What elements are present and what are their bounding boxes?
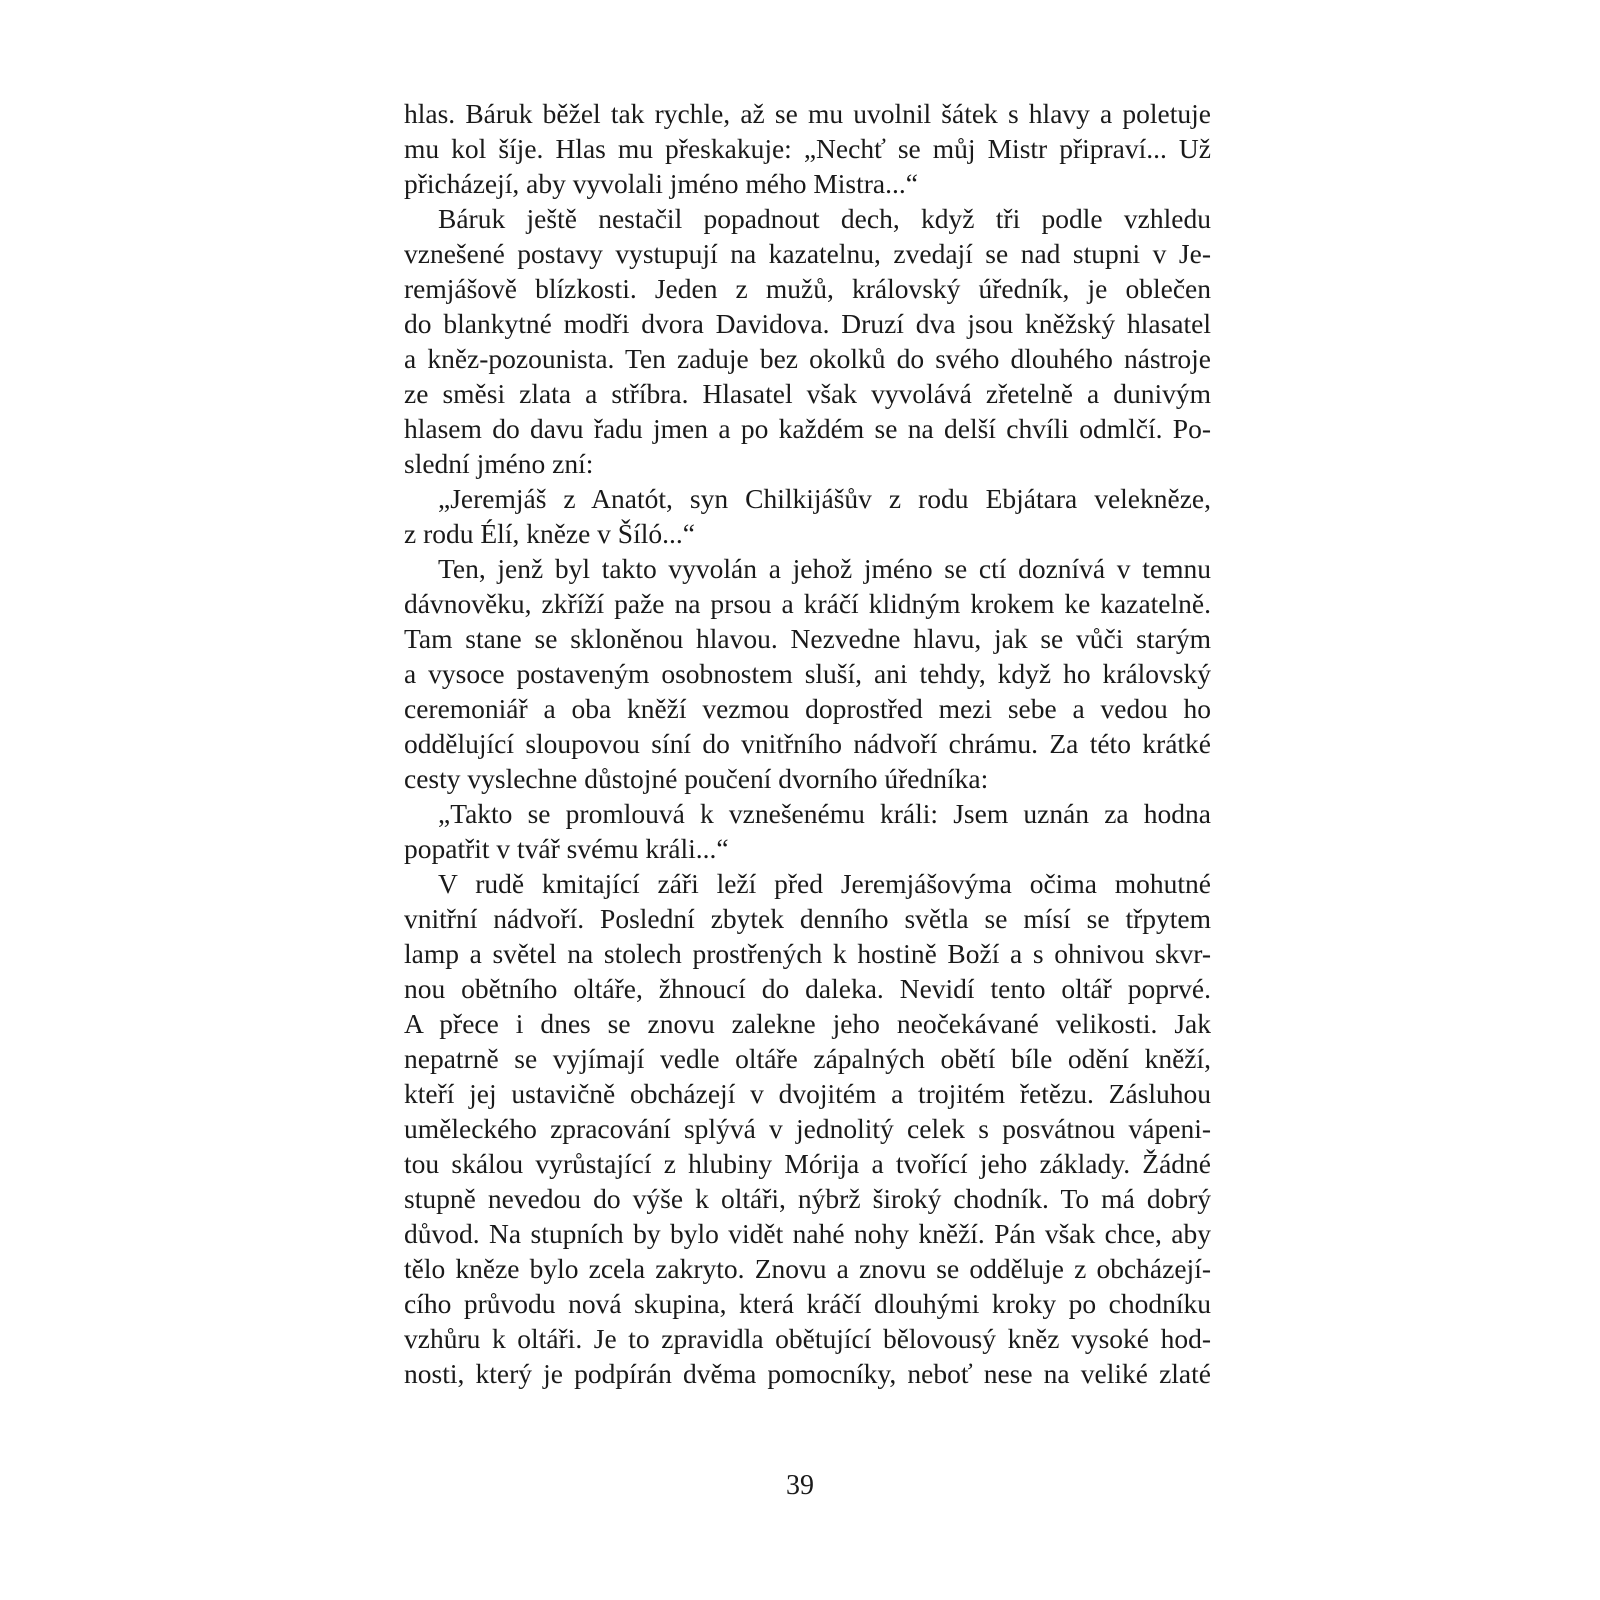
text-line: oddělující sloupovou síní do vnitřního nádvoří chrámu. Za této krátké <box>404 728 1211 759</box>
text-line: uměleckého zpracování splývá v jednolitý celek s posvátnou vápeni- <box>404 1113 1211 1144</box>
text-line: nou obětního oltáře, žhnoucí do daleka. Nevidí tento oltář poprvé. <box>404 973 1211 1004</box>
text-line: cesty vyslechne důstojné poučení dvorního úředníka: <box>404 763 989 794</box>
text-line: V rudě kmitající záři leží před Jeremjášovýma očima mohutné <box>438 868 1211 899</box>
text-line: cího průvodu nová skupina, která kráčí dlouhými kroky po chodníku <box>404 1288 1211 1319</box>
text-line: stupně nevedou do výše k oltáři, nýbrž široký chodník. To má dobrý <box>404 1183 1211 1214</box>
text-line: „Jeremjáš z Anatót, syn Chilkijášův z rodu Ebjátara velekněze, <box>438 483 1211 514</box>
text-line: přicházejí, aby vyvolali jméno mého Mistra...“ <box>404 168 918 199</box>
page-number: 39 <box>786 1470 814 1501</box>
text-line: hlasem do davu řadu jmen a po každém se na delší chvíli odmlčí. Po- <box>404 413 1211 444</box>
text-line: vnitřní nádvoří. Poslední zbytek denního světla se mísí se třpytem <box>404 903 1211 934</box>
text-line: „Takto se promlouvá k vznešenému králi: Jsem uznán za hodna <box>438 798 1211 829</box>
text-line: tou skálou vyrůstající z hlubiny Mórija a tvořící jeho základy. Žádné <box>404 1148 1211 1179</box>
text-line: remjášově blízkosti. Jeden z mužů, královský úředník, je oblečen <box>404 273 1211 304</box>
text-line: do blankytné modři dvora Davidova. Druzí dva jsou kněžský hlasatel <box>404 308 1211 339</box>
text-line: Ten, jenž byl takto vyvolán a jehož jméno se ctí doznívá v temnu <box>438 553 1211 584</box>
text-line: dávnověku, zkříží paže na prsou a kráčí klidným krokem ke kazatelně. <box>404 588 1211 619</box>
text-line: a vysoce postaveným osobnostem sluší, ani tehdy, když ho královský <box>404 658 1211 689</box>
text-line: nepatrně se vyjímají vedle oltáře zápalných obětí bíle odění kněží, <box>404 1043 1211 1074</box>
body-text <box>404 96 1211 1391</box>
text-line: kteří jej ustavičně obcházejí v dvojitém a trojitém řetězu. Zásluhou <box>404 1078 1211 1109</box>
text-line: důvod. Na stupních by bylo vidět nahé nohy kněží. Pán však chce, aby <box>404 1218 1211 1249</box>
text-line: A přece i dnes se znovu zalekne jeho neočekávané velikosti. Jak <box>404 1008 1211 1039</box>
text-line: hlas. Báruk běžel tak rychle, až se mu uvolnil šátek s hlavy a poletuje <box>404 98 1211 129</box>
text-line: popatřit v tvář svému králi...“ <box>404 833 729 864</box>
text-line: Tam stane se skloněnou hlavou. Nezvedne hlavu, jak se vůči starým <box>404 623 1211 654</box>
text-line: ceremoniář a oba kněží vezmou doprostřed mezi sebe a vedou ho <box>404 693 1211 724</box>
text-line: tělo kněze bylo zcela zakryto. Znovu a znovu se odděluje z obcházejí- <box>404 1253 1211 1284</box>
text-line: mu kol šíje. Hlas mu přeskakuje: „Nechť se můj Mistr připraví... Už <box>404 133 1211 164</box>
text-line: nosti, který je podpírán dvěma pomocníky, neboť nese na veliké zlaté <box>404 1358 1211 1389</box>
text-line: lamp a světel na stolech prostřených k hostině Boží a s ohnivou skvr- <box>404 938 1211 969</box>
text-line: vznešené postavy vystupují na kazatelnu, zvedají se nad stupni v Je- <box>404 238 1211 269</box>
text-line: slední jméno zní: <box>404 448 594 479</box>
text-line: ze směsi zlata a stříbra. Hlasatel však vyvolává zřetelně a dunivým <box>404 378 1211 409</box>
text-line: z rodu Élí, kněze v Šíló...“ <box>404 518 695 549</box>
text-line: a kněz-pozounista. Ten zaduje bez okolků do svého dlouhého nástroje <box>404 343 1211 374</box>
text-line: Báruk ještě nestačil popadnout dech, když tři podle vzhledu <box>438 203 1211 234</box>
text-line: vzhůru k oltáři. Je to zpravidla obětující bělovousý kněz vysoké hod- <box>404 1323 1211 1354</box>
